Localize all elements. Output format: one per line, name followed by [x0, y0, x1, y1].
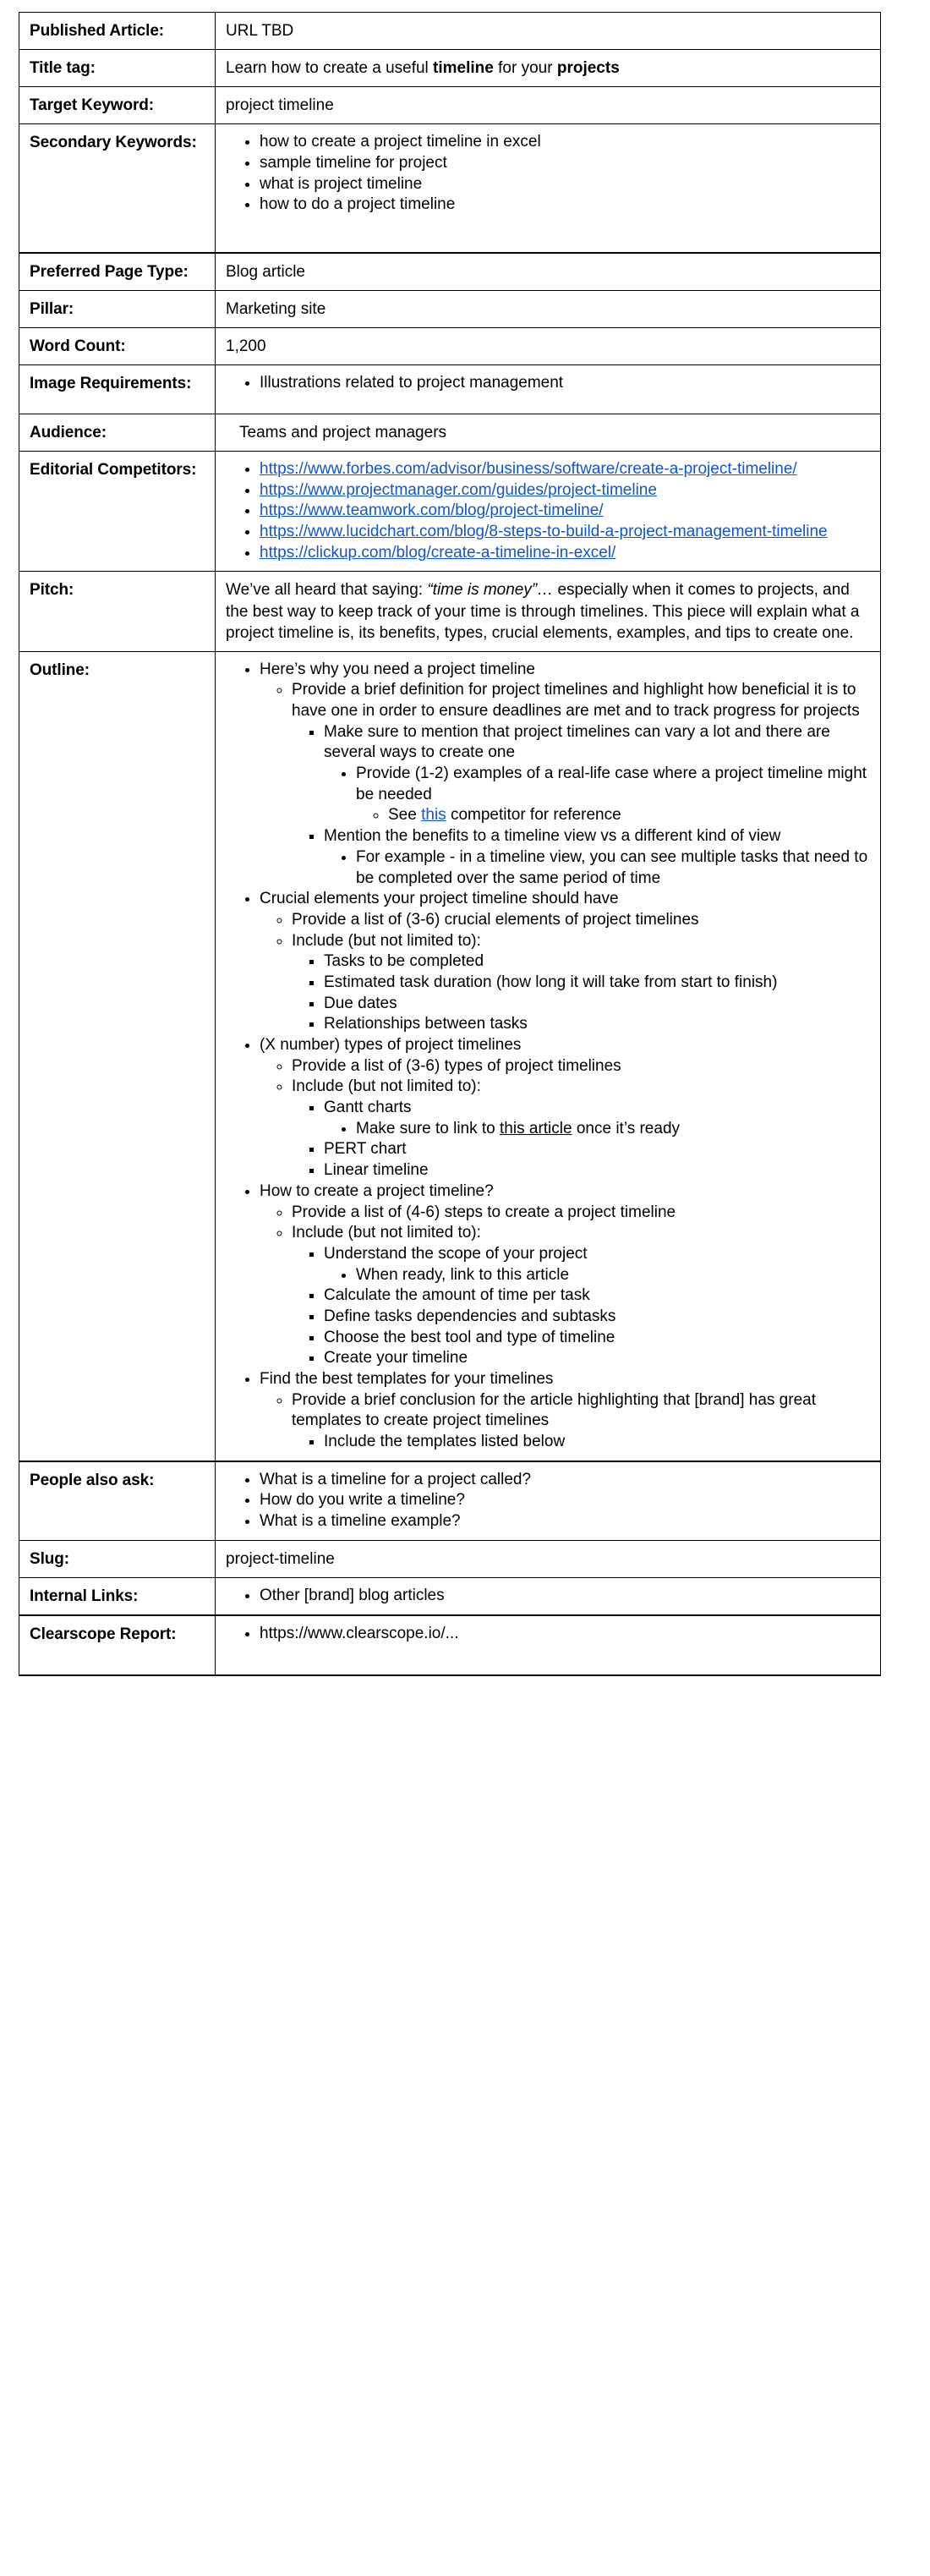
- outline-item-l2: [292, 1223, 872, 1369]
- outline-text-post: competitor for reference: [446, 806, 621, 825]
- clearscope-report-list: [226, 1624, 872, 1645]
- outline-text: Crucial elements your project timeline should have: [260, 890, 619, 908]
- row-value-internal-links: [216, 1577, 881, 1615]
- list-item: • sample timeline for project: [260, 153, 872, 174]
- table-row-slug: [19, 1540, 881, 1577]
- pitch-paragraph: [226, 579, 872, 643]
- outline-list-level3: [292, 722, 872, 890]
- title-tag-part2: for your: [493, 59, 557, 78]
- table-row-audience: [19, 414, 881, 451]
- table-row-target-keyword: [19, 87, 881, 124]
- row-label-internal-links: Internal Links:: [19, 1577, 216, 1615]
- outline-item-l4: [356, 764, 872, 826]
- row-value-target-keyword: [216, 87, 881, 124]
- content-brief-table: [19, 12, 881, 1676]
- competitor-link-projectmanager[interactable]: https://www.projectmanager.com/guides/project-timeline: [260, 480, 657, 499]
- outline-item-l1: [260, 1181, 872, 1369]
- table-row-image-requirements: [19, 365, 881, 414]
- table-row-word-count: [19, 328, 881, 365]
- list-item: [260, 543, 872, 564]
- outline-item-l3: [324, 722, 872, 826]
- title-tag-bold-timeline: timeline: [433, 59, 494, 78]
- row-label-clearscope-report: Clearscope Report:: [19, 1615, 216, 1675]
- row-label-secondary-keywords: Secondary Keywords:: [19, 124, 216, 253]
- row-value-pillar: [216, 291, 881, 328]
- row-value-title-tag: [216, 50, 881, 87]
- row-label-published-article: Published Article:: [19, 13, 216, 50]
- table-row-editorial-competitors: [19, 451, 881, 571]
- outline-list-level3: [292, 1244, 872, 1369]
- outline-item-l5: [388, 805, 872, 826]
- row-value-preferred-page-type: [216, 253, 881, 291]
- row-label-slug: Slug:: [19, 1540, 216, 1577]
- row-value-image-requirements: [216, 365, 881, 414]
- pitch-part2: especially when it comes to projects, and the best way to keep track of your time is through timelines. This piece will explain what a project timeline is, its benefits, types, crucial elements, examples, and tips to create one.: [226, 581, 860, 642]
- list-item: • what is project timeline: [260, 174, 872, 195]
- outline-item-l3: ▪ Include the templates listed below: [324, 1432, 872, 1453]
- outline-text: Gantt charts: [324, 1099, 412, 1117]
- outline-list-level3: [292, 1432, 872, 1453]
- pitch-part1: We’ve all heard that saying:: [226, 581, 428, 600]
- competitor-link-clickup[interactable]: https://clickup.com/blog/create-a-timeline-in-excel/: [260, 543, 616, 562]
- list-item: [260, 501, 872, 522]
- list-item: [260, 459, 872, 480]
- outline-text: Mention the benefits to a timeline view vs a different kind of view: [324, 827, 781, 846]
- title-tag-bold-projects: projects: [556, 59, 620, 78]
- outline-text-post: once it’s ready: [572, 1119, 681, 1137]
- outline-item-l3: ▪ Estimated task duration (how long it will take from start to finish): [324, 973, 872, 994]
- list-item: • https://www.clearscope.io/...: [260, 1624, 872, 1645]
- list-item: [260, 522, 872, 543]
- image-requirements-list: [226, 373, 872, 394]
- outline-list-level5: [356, 805, 872, 826]
- outline-item-l1: [260, 1369, 872, 1453]
- outline-list-level4: [324, 1119, 872, 1140]
- internal-links-list: [226, 1586, 872, 1607]
- row-value-editorial-competitors: [216, 451, 881, 571]
- this-article-link[interactable]: this article: [500, 1119, 572, 1137]
- outline-text: Find the best templates for your timelines: [260, 1370, 554, 1389]
- outline-item-l2: ◦ Provide a list of (3-6) types of project timelines: [292, 1056, 872, 1077]
- outline-item-l3: ▪ Create your timeline: [324, 1348, 872, 1369]
- outline-item-l3: ▪ Choose the best tool and type of timeline: [324, 1328, 872, 1349]
- row-value-people-also-ask: [216, 1461, 881, 1541]
- row-label-word-count: Word Count:: [19, 328, 216, 365]
- editorial-competitors-list: [226, 459, 872, 563]
- outline-text: Here’s why you need a project timeline: [260, 660, 535, 678]
- outline-item-l3: ▪ Tasks to be completed: [324, 951, 872, 973]
- competitor-link-lucidchart[interactable]: https://www.lucidchart.com/blog/8-steps-to-build-a-project-management-timeline: [260, 523, 828, 541]
- row-label-title-tag: Title tag:: [19, 50, 216, 87]
- outline-list-level3: [292, 951, 872, 1035]
- published-article-value: URL TBD: [226, 22, 294, 40]
- list-item: • What is a timeline example?: [260, 1511, 872, 1532]
- list-item: • how to create a project timeline in excel: [260, 132, 872, 153]
- preferred-page-type-value: Blog article: [226, 262, 305, 281]
- outline-text: (X number) types of project timelines: [260, 1036, 522, 1055]
- table-row-preferred-page-type: [19, 253, 881, 291]
- row-value-pitch: [216, 572, 881, 651]
- outline-list-level4: [324, 1265, 872, 1286]
- people-also-ask-list: [226, 1470, 872, 1532]
- outline-item-l4: • When ready, link to this article: [356, 1265, 872, 1286]
- outline-item-l3: ▪ Linear timeline: [324, 1160, 872, 1181]
- row-label-people-also-ask: People also ask:: [19, 1461, 216, 1541]
- row-value-outline: [216, 651, 881, 1461]
- list-item: • What is a timeline for a project called?: [260, 1470, 872, 1491]
- outline-item-l3: ▪ Calculate the amount of time per task: [324, 1285, 872, 1307]
- competitor-link-forbes[interactable]: https://www.forbes.com/advisor/business/software/create-a-project-timeline/: [260, 459, 797, 478]
- row-value-published-article: [216, 13, 881, 50]
- outline-item-l3: ▪ Due dates: [324, 994, 872, 1015]
- table-row-published-article: [19, 13, 881, 50]
- row-label-pitch: Pitch:: [19, 572, 216, 651]
- row-value-secondary-keywords: [216, 124, 881, 253]
- table-row-clearscope-report: [19, 1615, 881, 1675]
- outline-list-level4: [324, 847, 872, 889]
- slug-value: project-timeline: [226, 1549, 335, 1568]
- outline-item-l2: ◦ Provide a list of (4-6) steps to create a project timeline: [292, 1203, 872, 1224]
- row-label-preferred-page-type: Preferred Page Type:: [19, 253, 216, 291]
- outline-text: Include (but not limited to):: [292, 1077, 481, 1096]
- outline-list-level2: [260, 1203, 872, 1370]
- row-label-target-keyword: Target Keyword:: [19, 87, 216, 124]
- outline-item-l4: [356, 1119, 872, 1140]
- outline-text: Provide a brief definition for project timelines and highlight how beneficial it is to have one in order to ensure deadlines are met and to track progress for projects: [292, 681, 860, 721]
- outline-text: How to create a project timeline?: [260, 1181, 494, 1200]
- outline-item-l2: [292, 680, 872, 889]
- pillar-value: Marketing site: [226, 300, 326, 319]
- word-count-value: 1,200: [226, 337, 266, 356]
- table-row-outline: [19, 651, 881, 1461]
- outline-text: Make sure to mention that project timelines can vary a lot and there are several ways to create one: [324, 722, 830, 762]
- outline-item-l1: [260, 889, 872, 1035]
- outline-list-level3: [292, 1098, 872, 1181]
- table-row-title-tag: [19, 50, 881, 87]
- outline-item-l3: [324, 826, 872, 889]
- table-row-internal-links: [19, 1577, 881, 1615]
- pitch-quote: “time is money”…: [427, 581, 554, 600]
- row-label-audience: Audience:: [19, 414, 216, 451]
- outline-item-l3: ▪ Relationships between tasks: [324, 1014, 872, 1035]
- row-value-audience: [216, 414, 881, 451]
- outline-item-l3: ▪ PERT chart: [324, 1139, 872, 1160]
- outline-item-l1: [260, 1035, 872, 1181]
- outline-list-level2: [260, 910, 872, 1035]
- secondary-keywords-list: [226, 132, 872, 216]
- list-item: • How do you write a timeline?: [260, 1490, 872, 1511]
- outline-text: Include (but not limited to):: [292, 1224, 481, 1242]
- outline-list-level1: [226, 660, 872, 1453]
- table-row-people-also-ask: [19, 1461, 881, 1541]
- audience-value: Teams and project managers: [239, 423, 447, 441]
- table-row-pillar: [19, 291, 881, 328]
- title-tag-part1: Learn how to create a useful: [226, 59, 434, 78]
- outline-text-pre: Make sure to link to: [356, 1119, 501, 1137]
- outline-text: Provide (1-2) examples of a real-life case where a project timeline might be needed: [356, 765, 867, 803]
- outline-item-l1: [260, 660, 872, 890]
- outline-text: Understand the scope of your project: [324, 1244, 588, 1263]
- table-row-pitch: [19, 572, 881, 651]
- row-label-pillar: Pillar:: [19, 291, 216, 328]
- list-item: • how to do a project timeline: [260, 195, 872, 216]
- outline-text: Include (but not limited to):: [292, 931, 481, 950]
- row-value-clearscope-report: [216, 1615, 881, 1675]
- outline-item-l3: ▪ Define tasks dependencies and subtasks: [324, 1307, 872, 1328]
- list-item: [260, 480, 872, 501]
- outline-text: Provide a brief conclusion for the article highlighting that [brand] has great templates to create project timelines: [292, 1390, 816, 1430]
- outline-text-pre: See: [388, 806, 422, 825]
- outline-item-l2: [292, 931, 872, 1035]
- outline-list-level2: [260, 1390, 872, 1453]
- row-label-image-requirements: Image Requirements:: [19, 365, 216, 414]
- outline-item-l4: • For example - in a timeline view, you can see multiple tasks that need to be completed over the same period of time: [356, 847, 872, 889]
- outline-list-level2: [260, 680, 872, 889]
- row-value-word-count: [216, 328, 881, 365]
- this-competitor-link[interactable]: this: [421, 806, 446, 825]
- outline-item-l3: [324, 1098, 872, 1139]
- outline-item-l2: [292, 1390, 872, 1453]
- row-value-slug: [216, 1540, 881, 1577]
- row-label-outline: Outline:: [19, 651, 216, 1461]
- list-item: • Other [brand] blog articles: [260, 1586, 872, 1607]
- competitor-link-teamwork[interactable]: https://www.teamwork.com/blog/project-timeline/: [260, 501, 604, 520]
- table-row-secondary-keywords: [19, 124, 881, 253]
- outline-item-l2: ◦ Provide a list of (3-6) crucial elements of project timelines: [292, 910, 872, 931]
- outline-item-l3: [324, 1244, 872, 1285]
- target-keyword-value: project timeline: [226, 96, 334, 115]
- outline-item-l2: [292, 1077, 872, 1181]
- row-label-editorial-competitors: Editorial Competitors:: [19, 451, 216, 571]
- outline-list-level2: [260, 1056, 872, 1181]
- outline-list-level4: [324, 764, 872, 826]
- list-item: • Illustrations related to project management: [260, 373, 872, 394]
